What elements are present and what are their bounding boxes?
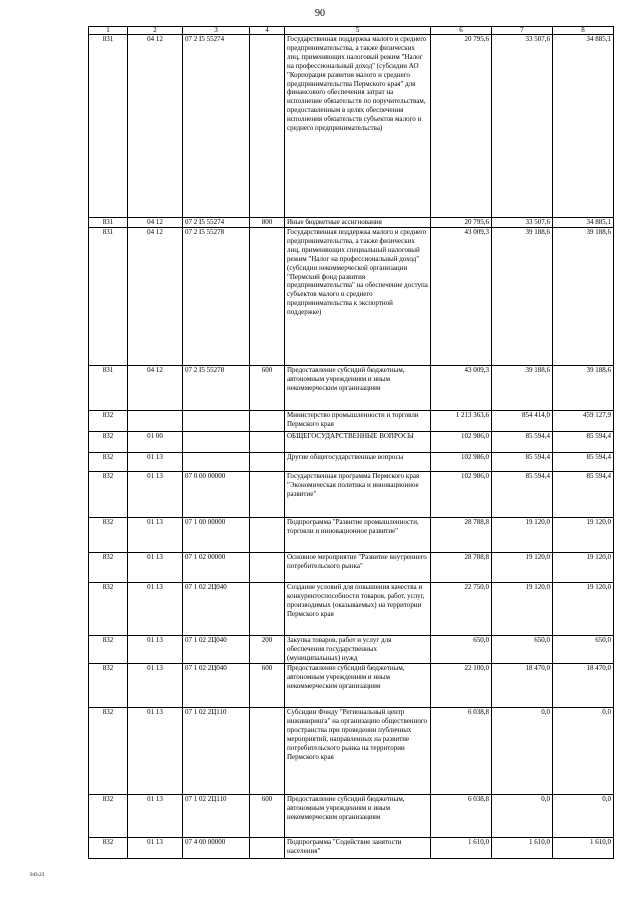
page-number: 90	[315, 8, 325, 19]
expense-type-cell	[250, 411, 285, 432]
target-article-cell: 07 1 02 2Ц110	[183, 795, 250, 838]
amount-year3-cell: 19 120,0	[553, 518, 614, 553]
amount-year1-cell: 102 986,0	[431, 472, 492, 518]
target-article-cell	[183, 411, 250, 432]
column-header: 8	[553, 27, 614, 35]
amount-year3-cell: 85 594,4	[553, 432, 614, 453]
amount-year2-cell: 854 414,0	[492, 411, 553, 432]
amount-year2-cell: 85 594,4	[492, 472, 553, 518]
ministry-code-cell: 832	[89, 583, 128, 636]
table-row	[89, 472, 614, 518]
amount-year1-cell: 28 788,8	[431, 518, 492, 553]
description-cell: Подпрограмма "Развитие промышленности, торговли и инновационное развитие"	[285, 518, 431, 553]
description-cell: Создание условий для повышения качества и конкурентоспособности товаров, работ, услуг, производимых (оказываемых) на территории Пермского края	[285, 583, 431, 636]
amount-year2-cell: 19 120,0	[492, 553, 553, 583]
amount-year3-cell: 0,0	[553, 708, 614, 795]
ministry-code-cell: 831	[89, 366, 128, 411]
amount-year2-cell: 39 188,6	[492, 228, 553, 366]
section-code-cell: 01 13	[128, 453, 183, 472]
description-cell: Иные бюджетные ассигнования	[285, 218, 431, 228]
amount-year2-cell: 650,0	[492, 636, 553, 664]
ministry-code-cell: 832	[89, 518, 128, 553]
ministry-code-cell: 832	[89, 664, 128, 708]
ministry-code-cell: 832	[89, 708, 128, 795]
section-code-cell: 01 13	[128, 838, 183, 859]
ministry-code-cell: 832	[89, 553, 128, 583]
document-code: 943-23	[30, 873, 45, 878]
section-code-cell: 01 13	[128, 708, 183, 795]
expense-type-cell	[250, 432, 285, 453]
amount-year2-cell: 19 120,0	[492, 583, 553, 636]
amount-year2-cell: 85 594,4	[492, 453, 553, 472]
description-cell: Министерство промышленности и торговли Пермского края	[285, 411, 431, 432]
target-article-cell: 07 1 02 2Ц040	[183, 664, 250, 708]
amount-year3-cell: 0,0	[553, 795, 614, 838]
table-row	[89, 228, 614, 366]
target-article-cell: 07 1 02 2Ц040	[183, 636, 250, 664]
description-cell: Предоставление субсидий бюджетным, автономным учреждениям и иным некоммерческим организациям	[285, 664, 431, 708]
target-article-cell: 07 2 I5 55274	[183, 218, 250, 228]
section-code-cell: 01 13	[128, 636, 183, 664]
amount-year3-cell: 459 127,9	[553, 411, 614, 432]
description-cell: Основное мероприятие "Развитие внутреннего потребительского рынка"	[285, 553, 431, 583]
target-article-cell: 07 1 00 00000	[183, 518, 250, 553]
section-code-cell: 04 12	[128, 35, 183, 218]
target-article-cell: 07 1 02 00000	[183, 553, 250, 583]
expense-type-cell	[250, 228, 285, 366]
ministry-code-cell: 832	[89, 411, 128, 432]
section-code-cell: 04 12	[128, 228, 183, 366]
section-code-cell: 01 13	[128, 583, 183, 636]
expense-type-cell	[250, 453, 285, 472]
section-code-cell: 01 13	[128, 518, 183, 553]
amount-year1-cell: 20 795,6	[431, 218, 492, 228]
expense-type-cell	[250, 35, 285, 218]
description-cell: ОБЩЕГОСУДАРСТВЕННЫЕ ВОПРОСЫ	[285, 432, 431, 453]
amount-year3-cell: 85 594,4	[553, 472, 614, 518]
amount-year1-cell: 102 986,0	[431, 432, 492, 453]
amount-year1-cell: 22 100,0	[431, 664, 492, 708]
table-row	[89, 636, 614, 664]
amount-year2-cell: 85 594,4	[492, 432, 553, 453]
amount-year2-cell: 39 188,6	[492, 366, 553, 411]
description-cell: Другие общегосударственные вопросы	[285, 453, 431, 472]
amount-year2-cell: 0,0	[492, 708, 553, 795]
table-row	[89, 35, 614, 218]
amount-year2-cell: 33 507,6	[492, 35, 553, 218]
ministry-code-cell: 831	[89, 228, 128, 366]
column-header: 1	[89, 27, 128, 35]
expense-type-cell: 600	[250, 664, 285, 708]
amount-year3-cell: 1 610,0	[553, 838, 614, 859]
ministry-code-cell: 832	[89, 453, 128, 472]
target-article-cell	[183, 453, 250, 472]
expense-type-cell	[250, 708, 285, 795]
amount-year2-cell: 19 120,0	[492, 518, 553, 553]
table-row	[89, 218, 614, 228]
section-code-cell: 01 00	[128, 432, 183, 453]
expense-type-cell	[250, 518, 285, 553]
description-cell: Подпрограмма "Содействие занятости населения"	[285, 838, 431, 859]
ministry-code-cell: 832	[89, 636, 128, 664]
table-row	[89, 432, 614, 453]
amount-year3-cell: 39 188,6	[553, 366, 614, 411]
description-cell: Предоставление субсидий бюджетным, автономным учреждениям и иным некоммерческим организациям	[285, 795, 431, 838]
amount-year3-cell: 19 120,0	[553, 553, 614, 583]
table-row	[89, 708, 614, 795]
column-header: 4	[250, 27, 285, 35]
section-code-cell: 01 13	[128, 553, 183, 583]
target-article-cell: 07 2 I5 55274	[183, 35, 250, 218]
table-row	[89, 583, 614, 636]
expense-type-cell: 600	[250, 366, 285, 411]
expense-type-cell	[250, 553, 285, 583]
ministry-code-cell: 831	[89, 35, 128, 218]
table-row	[89, 553, 614, 583]
table-header-row	[89, 27, 614, 35]
amount-year1-cell: 1 213 363,6	[431, 411, 492, 432]
section-code-cell	[128, 411, 183, 432]
description-cell: Предоставление субсидий бюджетным, автономным учреждениям и иным некоммерческим организациям	[285, 366, 431, 411]
amount-year3-cell: 85 594,4	[553, 453, 614, 472]
table-row	[89, 453, 614, 472]
table-row	[89, 838, 614, 859]
expense-type-cell: 800	[250, 218, 285, 228]
expense-type-cell	[250, 583, 285, 636]
amount-year3-cell: 650,0	[553, 636, 614, 664]
amount-year3-cell: 18 470,0	[553, 664, 614, 708]
amount-year1-cell: 22 750,0	[431, 583, 492, 636]
amount-year3-cell: 19 120,0	[553, 583, 614, 636]
description-cell: Государственная программа Пермского края "Экономическая политика и инновационное развитие"	[285, 472, 431, 518]
amount-year1-cell: 20 795,6	[431, 35, 492, 218]
section-code-cell: 01 13	[128, 472, 183, 518]
ministry-code-cell: 832	[89, 432, 128, 453]
amount-year1-cell: 28 788,8	[431, 553, 492, 583]
section-code-cell: 01 13	[128, 664, 183, 708]
ministry-code-cell: 832	[89, 795, 128, 838]
description-cell: Субсидии Фонду "Региональный центр инжиниринга" на организацию общественного пространства при проведении публичных мероприятий, направленных на развитие потребительского рынка на территории Пермского края	[285, 708, 431, 795]
column-header: 7	[492, 27, 553, 35]
expense-type-cell: 600	[250, 795, 285, 838]
expense-type-cell	[250, 472, 285, 518]
amount-year1-cell: 6 038,8	[431, 708, 492, 795]
amount-year1-cell: 102 986,0	[431, 453, 492, 472]
table-row	[89, 366, 614, 411]
ministry-code-cell: 832	[89, 472, 128, 518]
amount-year1-cell: 43 009,3	[431, 228, 492, 366]
table-row	[89, 795, 614, 838]
column-header: 5	[285, 27, 431, 35]
expense-type-cell	[250, 838, 285, 859]
table-row	[89, 664, 614, 708]
column-header: 6	[431, 27, 492, 35]
amount-year3-cell: 39 188,6	[553, 228, 614, 366]
amount-year1-cell: 650,0	[431, 636, 492, 664]
target-article-cell	[183, 432, 250, 453]
amount-year3-cell: 34 885,1	[553, 218, 614, 228]
target-article-cell: 07 2 I5 55278	[183, 366, 250, 411]
target-article-cell: 07 1 02 2Ц110	[183, 708, 250, 795]
description-cell: Закупка товаров, работ и услуг для обеспечения государственных (муниципальных) нужд	[285, 636, 431, 664]
section-code-cell: 01 13	[128, 795, 183, 838]
amount-year2-cell: 0,0	[492, 795, 553, 838]
amount-year2-cell: 1 610,0	[492, 838, 553, 859]
target-article-cell: 07 2 I5 55278	[183, 228, 250, 366]
amount-year1-cell: 1 610,0	[431, 838, 492, 859]
target-article-cell: 07 4 00 00000	[183, 838, 250, 859]
budget-table	[88, 26, 614, 859]
amount-year2-cell: 33 507,6	[492, 218, 553, 228]
expense-type-cell: 200	[250, 636, 285, 664]
amount-year2-cell: 18 470,0	[492, 664, 553, 708]
column-header: 3	[183, 27, 250, 35]
target-article-cell: 07 0 00 00000	[183, 472, 250, 518]
description-cell: Государственная поддержка малого и среднего предпринимательства, а также физических лиц, применяющих налоговый режим "Налог на профессиональный доход" (субсидии АО "Корпорация развития малого и среднего предпринимательства Пермского края" для финансового обеспечения затрат на исполнение обязательств по поручительствам, предоставленным в целях обеспечения исполнения обязательств субъектов малого и среднего предпринимательства)	[285, 35, 431, 218]
ministry-code-cell: 832	[89, 838, 128, 859]
amount-year1-cell: 6 038,8	[431, 795, 492, 838]
table-row	[89, 411, 614, 432]
amount-year1-cell: 43 009,3	[431, 366, 492, 411]
section-code-cell: 04 12	[128, 366, 183, 411]
target-article-cell: 07 1 02 2Ц040	[183, 583, 250, 636]
section-code-cell: 04 12	[128, 218, 183, 228]
ministry-code-cell: 831	[89, 218, 128, 228]
column-header: 2	[128, 27, 183, 35]
table-row	[89, 518, 614, 553]
description-cell: Государственная поддержка малого и среднего предпринимательства, а также физических лиц, применяющих специальный налоговый режим "Налог на профессиональный доход" (субсидии некоммерческой организации "Пермский фонд развития предпринимательства" на обеспечение доступа субъектов малого и среднего предпринимательства к экспортной поддержке)	[285, 228, 431, 366]
amount-year3-cell: 34 885,1	[553, 35, 614, 218]
